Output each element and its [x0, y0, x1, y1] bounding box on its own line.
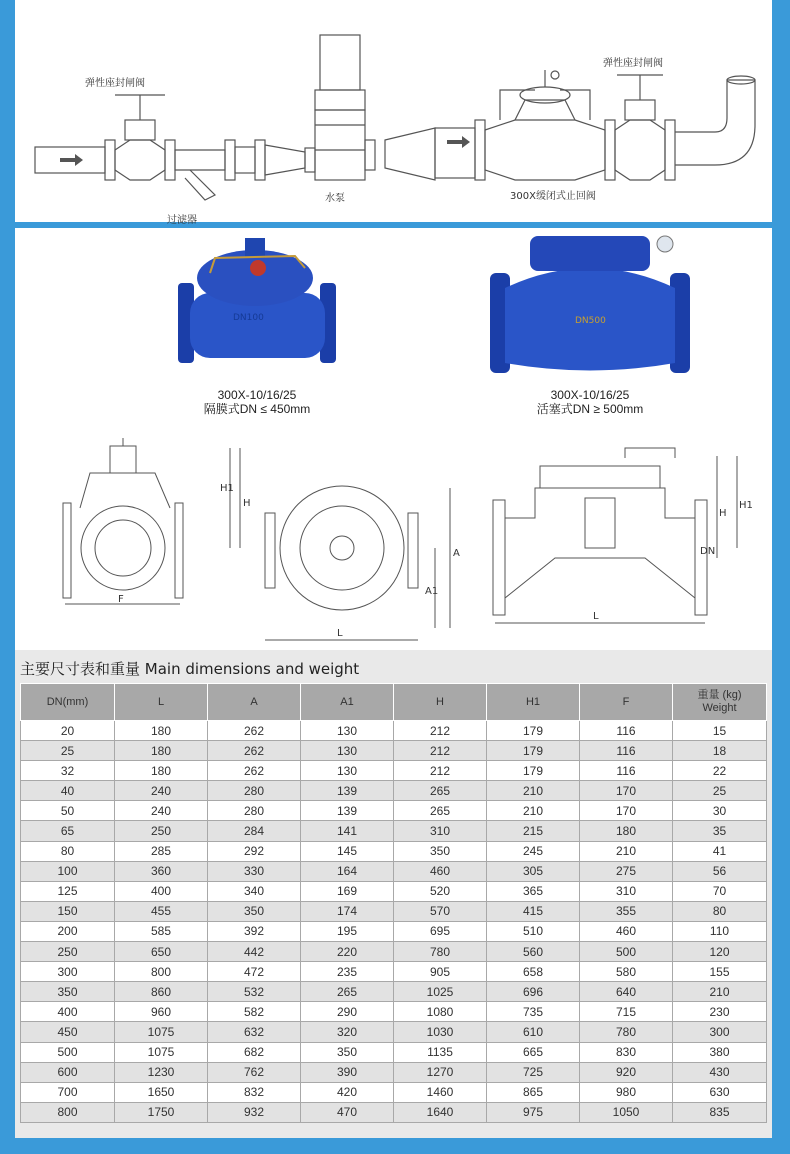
table-cell: 380: [673, 1042, 767, 1062]
table-cell: 262: [208, 761, 301, 781]
table-cell: 1640: [394, 1102, 487, 1122]
table-cell: 150: [21, 901, 115, 921]
table-cell: 180: [115, 741, 208, 761]
table-cell: 300: [21, 962, 115, 982]
column-header: L: [115, 684, 208, 721]
dimension-label: F: [118, 594, 124, 605]
gate-valve-label: 弹性座封闸阀: [603, 58, 663, 69]
table-cell: 164: [301, 861, 394, 881]
model-description: 活塞式DN ≥ 500mm: [536, 402, 644, 416]
table-cell: 695: [394, 921, 487, 941]
table-cell: 1075: [115, 1042, 208, 1062]
table-cell: 22: [673, 761, 767, 781]
table-cell: 265: [394, 801, 487, 821]
table-cell: 415: [487, 901, 580, 921]
diaphragm-valve-image: [178, 238, 336, 363]
table-cell: 235: [301, 962, 394, 982]
valve-body-text: DN100: [233, 313, 264, 323]
table-row: [21, 781, 767, 801]
table-row: [21, 962, 767, 982]
table-cell: 155: [673, 962, 767, 982]
table-cell: 210: [580, 841, 673, 861]
table-cell: 1075: [115, 1022, 208, 1042]
gate-valve-label: 弹性座封闸阀: [85, 78, 145, 89]
table-cell: 1025: [394, 982, 487, 1002]
table-cell: 1270: [394, 1062, 487, 1082]
table-cell: 56: [673, 861, 767, 881]
column-header: 重量 (kg) Weight: [673, 684, 767, 721]
dimension-label: L: [337, 628, 343, 639]
table-cell: 510: [487, 921, 580, 941]
table-cell: 305: [487, 861, 580, 881]
check-valve-label: 300X缓闭式止回阀: [510, 191, 596, 202]
table-cell: 1650: [115, 1082, 208, 1102]
table-cell: 145: [301, 841, 394, 861]
table-row: [21, 982, 767, 1002]
dimension-label: L: [593, 611, 599, 622]
dimension-drawings: [15, 428, 772, 650]
table-cell: 179: [487, 721, 580, 741]
table-cell: 610: [487, 1022, 580, 1042]
table-cell: 179: [487, 741, 580, 761]
table-cell: 130: [301, 761, 394, 781]
table-cell: 350: [301, 1042, 394, 1062]
table-cell: 960: [115, 1002, 208, 1022]
table-cell: 285: [115, 841, 208, 861]
table-cell: 725: [487, 1062, 580, 1082]
table-cell: 800: [21, 1102, 115, 1122]
table-cell: 1080: [394, 1002, 487, 1022]
table-row: [21, 761, 767, 781]
table-cell: 585: [115, 921, 208, 941]
table-cell: 116: [580, 721, 673, 741]
table-row: [21, 1102, 767, 1122]
table-cell: 830: [580, 1042, 673, 1062]
table-cell: 560: [487, 942, 580, 962]
column-header: H: [394, 684, 487, 721]
table-cell: 460: [394, 861, 487, 881]
table-cell: 780: [394, 942, 487, 962]
table-cell: 570: [394, 901, 487, 921]
table-cell: 630: [673, 1082, 767, 1102]
table-cell: 30: [673, 801, 767, 821]
table-cell: 245: [487, 841, 580, 861]
column-header: DN(mm): [21, 684, 115, 721]
table-cell: 600: [21, 1062, 115, 1082]
table-cell: 762: [208, 1062, 301, 1082]
table-cell: 865: [487, 1082, 580, 1102]
piston-valve-image: [490, 236, 690, 373]
table-cell: 310: [394, 821, 487, 841]
table-header-row: [21, 684, 767, 721]
table-row: [21, 821, 767, 841]
valve-body-text: DN500: [575, 316, 606, 326]
table-row: [21, 1082, 767, 1102]
table-cell: 472: [208, 962, 301, 982]
table-row: [21, 881, 767, 901]
table-cell: 715: [580, 1002, 673, 1022]
table-cell: 230: [673, 1002, 767, 1022]
table-cell: 420: [301, 1082, 394, 1102]
table-cell: 32: [21, 761, 115, 781]
table-cell: 220: [301, 942, 394, 962]
technical-drawings: [15, 428, 772, 650]
table-cell: 116: [580, 741, 673, 761]
table-cell: 780: [580, 1022, 673, 1042]
table-cell: 15: [673, 721, 767, 741]
table-cell: 200: [21, 921, 115, 941]
table-cell: 262: [208, 721, 301, 741]
table-cell: 682: [208, 1042, 301, 1062]
table-cell: 310: [580, 881, 673, 901]
table-cell: 120: [673, 942, 767, 962]
table-cell: 179: [487, 761, 580, 781]
table-title: 主要尺寸表和重量 Main dimensions and weight: [20, 660, 360, 678]
filter-label: 过滤器: [167, 215, 197, 226]
table-cell: 700: [21, 1082, 115, 1102]
table-cell: 210: [487, 781, 580, 801]
table-cell: 18: [673, 741, 767, 761]
table-row: [21, 942, 767, 962]
table-cell: 212: [394, 741, 487, 761]
table-cell: 280: [208, 801, 301, 821]
table-cell: 70: [673, 881, 767, 901]
model-number: 300X-10/16/25: [217, 388, 297, 402]
table-cell: 290: [301, 1002, 394, 1022]
table-cell: 40: [21, 781, 115, 801]
table-cell: 520: [394, 881, 487, 901]
table-cell: 905: [394, 962, 487, 982]
table-row: [21, 1062, 767, 1082]
table-cell: 1050: [580, 1102, 673, 1122]
table-cell: 25: [673, 781, 767, 801]
table-cell: 360: [115, 861, 208, 881]
table-row: [21, 1002, 767, 1022]
table-cell: 180: [115, 721, 208, 741]
column-header: F: [580, 684, 673, 721]
table-cell: 284: [208, 821, 301, 841]
table-cell: 696: [487, 982, 580, 1002]
table-cell: 210: [673, 982, 767, 1002]
table-row: [21, 1042, 767, 1062]
model-description: 隔膜式DN ≤ 450mm: [203, 402, 311, 416]
dimension-label: H1: [220, 483, 234, 494]
table-cell: 169: [301, 881, 394, 901]
installation-diagram: [15, 0, 772, 226]
table-cell: 250: [21, 942, 115, 962]
table-cell: 658: [487, 962, 580, 982]
table-cell: 20: [21, 721, 115, 741]
table-cell: 116: [580, 761, 673, 781]
table-cell: 212: [394, 721, 487, 741]
table-cell: 275: [580, 861, 673, 881]
table-cell: 390: [301, 1062, 394, 1082]
table-cell: 500: [21, 1042, 115, 1062]
table-cell: 365: [487, 881, 580, 901]
table-body: [21, 721, 767, 1123]
table-row: [21, 921, 767, 941]
table-cell: 41: [673, 841, 767, 861]
table-cell: 735: [487, 1002, 580, 1022]
table-cell: 80: [673, 901, 767, 921]
pump-label: 水泵: [325, 193, 345, 204]
table-cell: 265: [301, 982, 394, 1002]
table-cell: 832: [208, 1082, 301, 1102]
table-cell: 141: [301, 821, 394, 841]
table-cell: 250: [115, 821, 208, 841]
column-header: H1: [487, 684, 580, 721]
table-cell: 65: [21, 821, 115, 841]
table-cell: 80: [21, 841, 115, 861]
table-cell: 455: [115, 901, 208, 921]
table-cell: 262: [208, 741, 301, 761]
table-cell: 632: [208, 1022, 301, 1042]
table-cell: 50: [21, 801, 115, 821]
photo-caption-left: [157, 388, 357, 416]
table-cell: 392: [208, 921, 301, 941]
table-cell: 350: [394, 841, 487, 861]
table-cell: 25: [21, 741, 115, 761]
table-cell: 800: [115, 962, 208, 982]
table-cell: 580: [580, 962, 673, 982]
table-cell: 1135: [394, 1042, 487, 1062]
table-cell: 460: [580, 921, 673, 941]
table-cell: 650: [115, 942, 208, 962]
table-cell: 320: [301, 1022, 394, 1042]
table-cell: 355: [580, 901, 673, 921]
table-cell: 430: [673, 1062, 767, 1082]
table-cell: 400: [21, 1002, 115, 1022]
table-cell: 1230: [115, 1062, 208, 1082]
dimension-label: A: [453, 548, 460, 559]
table-cell: 665: [487, 1042, 580, 1062]
table-cell: 240: [115, 801, 208, 821]
table-cell: 215: [487, 821, 580, 841]
table-cell: 130: [301, 741, 394, 761]
table-cell: 1750: [115, 1102, 208, 1122]
table-row: [21, 1022, 767, 1042]
table-cell: 180: [580, 821, 673, 841]
table-cell: 170: [580, 801, 673, 821]
dimensions-table-section: [15, 650, 772, 1138]
table-cell: 500: [580, 942, 673, 962]
table-cell: 350: [208, 901, 301, 921]
table-cell: 174: [301, 901, 394, 921]
table-cell: 860: [115, 982, 208, 1002]
table-cell: 350: [21, 982, 115, 1002]
table-cell: 980: [580, 1082, 673, 1102]
table-cell: 470: [301, 1102, 394, 1122]
table-cell: 450: [21, 1022, 115, 1042]
table-cell: 139: [301, 801, 394, 821]
table-row: [21, 721, 767, 741]
table-row: [21, 901, 767, 921]
table-cell: 975: [487, 1102, 580, 1122]
table-cell: 110: [673, 921, 767, 941]
table-row: [21, 801, 767, 821]
table-cell: 170: [580, 781, 673, 801]
table-cell: 195: [301, 921, 394, 941]
table-cell: 240: [115, 781, 208, 801]
table-cell: 400: [115, 881, 208, 901]
table-cell: 582: [208, 1002, 301, 1022]
table-cell: 212: [394, 761, 487, 781]
table-cell: 330: [208, 861, 301, 881]
table-cell: 920: [580, 1062, 673, 1082]
photo-caption-right: [490, 388, 690, 416]
table-cell: 265: [394, 781, 487, 801]
table-cell: 139: [301, 781, 394, 801]
table-cell: 932: [208, 1102, 301, 1122]
table-cell: 130: [301, 721, 394, 741]
dimensions-table: [20, 683, 767, 1123]
pipeline-schematic: [15, 0, 772, 222]
table-cell: 125: [21, 881, 115, 901]
table-cell: 292: [208, 841, 301, 861]
table-cell: 280: [208, 781, 301, 801]
table-cell: 180: [115, 761, 208, 781]
column-header: A1: [301, 684, 394, 721]
model-number: 300X-10/16/25: [550, 388, 630, 402]
table-row: [21, 841, 767, 861]
dimension-label: H: [243, 498, 251, 509]
table-cell: 340: [208, 881, 301, 901]
table-cell: 640: [580, 982, 673, 1002]
dimension-label: H: [719, 508, 727, 519]
column-header: A: [208, 684, 301, 721]
table-cell: 300: [673, 1022, 767, 1042]
table-cell: 532: [208, 982, 301, 1002]
table-cell: 35: [673, 821, 767, 841]
table-cell: 100: [21, 861, 115, 881]
dimension-label: H1: [739, 500, 753, 511]
table-row: [21, 741, 767, 761]
table-cell: 1030: [394, 1022, 487, 1042]
table-cell: 835: [673, 1102, 767, 1122]
table-row: [21, 861, 767, 881]
dimension-label: A1: [425, 586, 439, 597]
product-photos: [15, 228, 772, 428]
dimension-label: DN: [700, 546, 716, 557]
table-cell: 210: [487, 801, 580, 821]
table-cell: 1460: [394, 1082, 487, 1102]
table-cell: 442: [208, 942, 301, 962]
